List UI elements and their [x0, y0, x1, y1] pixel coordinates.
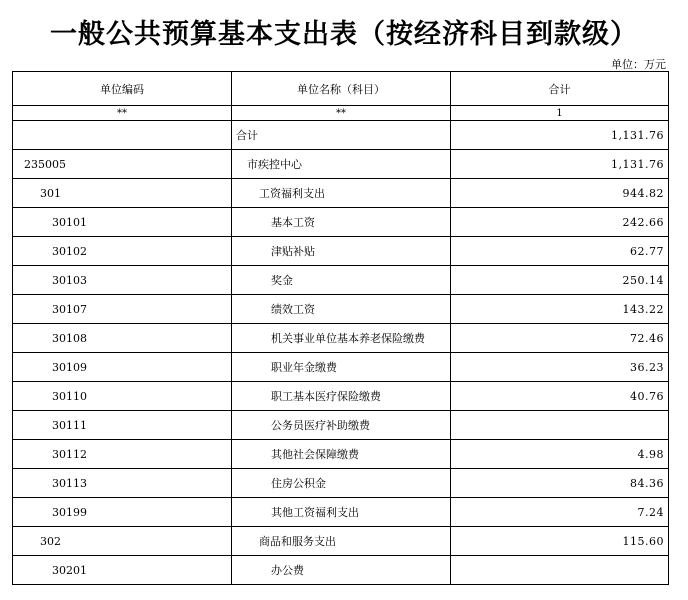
table-row: [13, 382, 669, 411]
row-name-cell: 住房公积金: [232, 469, 451, 498]
page-title: 一般公共预算基本支出表（按经济科目到款级）: [50, 19, 638, 50]
subheader-unit-name: **: [232, 106, 451, 121]
table-row: [13, 208, 669, 237]
row-name-cell: 职业年金缴费: [232, 353, 451, 382]
row-code-cell: 30201: [13, 556, 232, 585]
row-name-cell: 市疾控中心: [232, 150, 451, 179]
row-amount-cell: 944.82: [451, 179, 669, 208]
row-name-cell: 职工基本医疗保险缴费: [232, 382, 451, 411]
row-amount-cell: 4.98: [451, 440, 669, 469]
table-row: [13, 498, 669, 527]
row-amount-cell: 1,131.76: [451, 150, 669, 179]
row-code-cell: [13, 121, 232, 150]
row-name-cell: 其他工资福利支出: [232, 498, 451, 527]
row-name-cell: 其他社会保障缴费: [232, 440, 451, 469]
row-amount-cell: 1,131.76: [451, 121, 669, 150]
table-row: [13, 179, 669, 208]
budget-table: [12, 71, 669, 585]
table-header-row: [13, 72, 669, 106]
row-amount-cell: 62.77: [451, 237, 669, 266]
unit-label: 单位：万元: [611, 58, 666, 71]
table-row: [13, 150, 669, 179]
row-amount-cell: [451, 411, 669, 440]
table-row: [13, 121, 669, 150]
row-code-cell: 30102: [13, 237, 232, 266]
row-amount-cell: 36.23: [451, 353, 669, 382]
row-name-cell: 商品和服务支出: [232, 527, 451, 556]
table-row: [13, 440, 669, 469]
subheader-total: 1: [451, 106, 669, 121]
table-row: [13, 353, 669, 382]
table-row: [13, 469, 669, 498]
header-unit-code: 单位编码: [13, 72, 232, 106]
row-code-cell: 30108: [13, 324, 232, 353]
row-name-cell: 公务员医疗补助缴费: [232, 411, 451, 440]
row-code-cell: 30107: [13, 295, 232, 324]
table-row: [13, 556, 669, 585]
table-row: [13, 295, 669, 324]
header-total: 合计: [451, 72, 669, 106]
row-name-cell: 合计: [232, 121, 451, 150]
row-code-cell: 30109: [13, 353, 232, 382]
table-row: [13, 324, 669, 353]
row-name-cell: 工资福利支出: [232, 179, 451, 208]
row-amount-cell: 143.22: [451, 295, 669, 324]
row-name-cell: 绩效工资: [232, 295, 451, 324]
row-amount-cell: 7.24: [451, 498, 669, 527]
row-code-cell: 235005: [13, 150, 232, 179]
row-amount-cell: 250.14: [451, 266, 669, 295]
row-code-cell: 30113: [13, 469, 232, 498]
row-amount-cell: [451, 556, 669, 585]
row-name-cell: 津贴补贴: [232, 237, 451, 266]
row-code-cell: 30103: [13, 266, 232, 295]
row-amount-cell: 115.60: [451, 527, 669, 556]
row-code-cell: 301: [13, 179, 232, 208]
row-code-cell: 30101: [13, 208, 232, 237]
row-code-cell: 30112: [13, 440, 232, 469]
table-body: [13, 72, 669, 585]
row-name-cell: 基本工资: [232, 208, 451, 237]
table-row: [13, 237, 669, 266]
row-name-cell: 机关事业单位基本养老保险缴费: [232, 324, 451, 353]
table-row: [13, 411, 669, 440]
row-code-cell: 30199: [13, 498, 232, 527]
header-unit-name: 单位名称（科目）: [232, 72, 451, 106]
row-code-cell: 30111: [13, 411, 232, 440]
row-name-cell: 办公费: [232, 556, 451, 585]
row-amount-cell: 84.36: [451, 469, 669, 498]
table-subheader-row: [13, 106, 669, 121]
row-amount-cell: 72.46: [451, 324, 669, 353]
table-row: [13, 527, 669, 556]
row-code-cell: 302: [13, 527, 232, 556]
subheader-unit-code: **: [13, 106, 232, 121]
row-amount-cell: 40.76: [451, 382, 669, 411]
row-name-cell: 奖金: [232, 266, 451, 295]
row-amount-cell: 242.66: [451, 208, 669, 237]
table-row: [13, 266, 669, 295]
row-code-cell: 30110: [13, 382, 232, 411]
